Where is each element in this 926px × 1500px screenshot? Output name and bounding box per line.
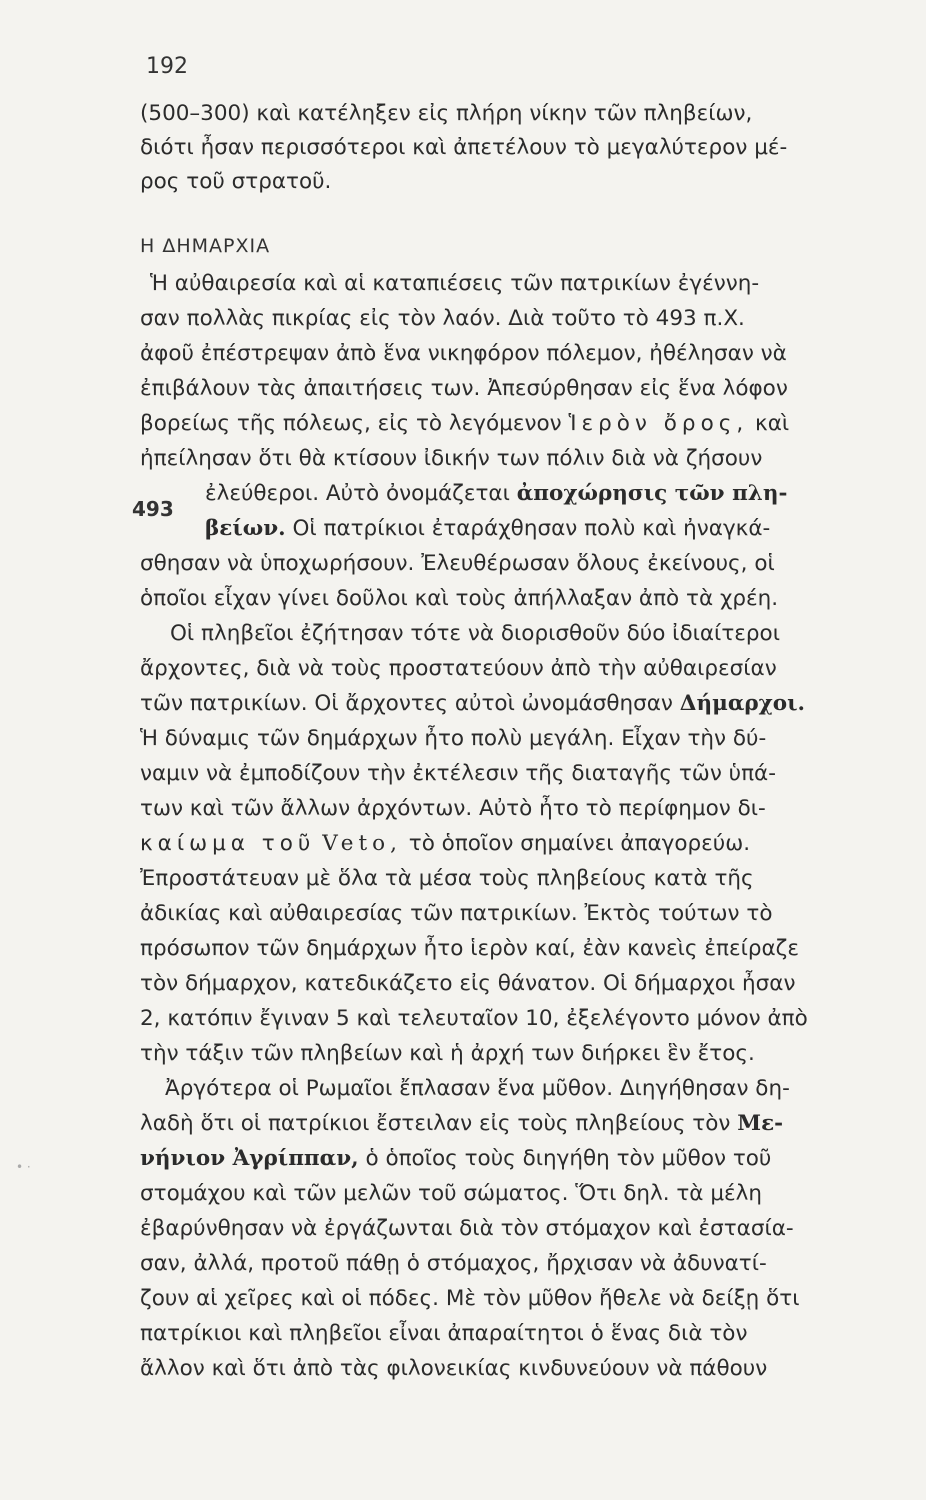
text-line: ἄλλον καὶ ὅτι ἀπὸ τὰς φιλονεικίας κινδυνεύουν νὰ πάθουν [140,1356,768,1381]
text-segment: Οἱ πατρίκιοι ἐταράχθησαν πολὺ καὶ ἠναγκά- [292,516,771,541]
text-line: ρος τοῦ στρατοῦ. [140,169,332,194]
text-line [140,1145,900,1173]
text-line: ἐβαρύνθησαν νὰ ἐργάζωνται διὰ τὸν στόμαχον καὶ ἐστασία- [140,1216,794,1241]
text-line: Ἡ αὐθαιρεσία καὶ αἱ καταπιέσεις τῶν πατρικίων ἐγέννη- [150,271,760,296]
section-heading: Η ΔΗΜΑΡΧΙΑ [140,235,271,257]
text-line: διότι ἦσαν περισσότεροι καὶ ἀπετέλουν τὸ μεγαλύτερον μέ- [140,135,788,160]
bold-term: Με- [737,1111,784,1136]
text-line: Ἡ δύναμις τῶν δημάρχων ἦτο πολὺ μεγάλη. Εἶχαν τὴν δύ- [140,726,767,751]
text-line: 2, κατόπιν ἔγιναν 5 καὶ τελευταῖον 10, ἐξελέγοντο μόνον ἀπὸ [140,1006,808,1031]
bold-term: νήνιον Ἀγρίππαν, [140,1146,359,1171]
text-line: στομάχου καὶ τῶν μελῶν τοῦ σώματος. Ὅτι δηλ. τὰ μέλη [140,1181,762,1206]
text-line: ὁποῖοι εἶχαν γίνει δοῦλοι καὶ τοὺς ἀπήλλαξαν ἀπὸ τὰ χρέη. [140,586,779,611]
spaced-term: Ἱερὸν ὄρος, [568,411,749,436]
bold-term: Δήμαρχοι. [679,691,806,716]
spaced-term: Veto, [322,831,402,856]
page-number: 192 [146,54,188,79]
text-line [205,515,905,543]
text-line [140,410,900,438]
scan-speck: • · [16,1160,31,1174]
text-line: ἠπείλησαν ὅτι θὰ κτίσουν ἰδικήν των πόλιν διὰ νὰ ζήσουν [140,446,763,471]
text-line [140,690,900,718]
text-line: τὴν τάξιν τῶν πληβείων καὶ ἡ ἀρχή των διήρκει ἓν ἔτος. [140,1041,755,1066]
text-line: Ἐπροστάτευαν μὲ ὅλα τὰ μέσα τοὺς πληβείους κατὰ τῆς [140,866,754,891]
text-segment: βορείως τῆς πόλεως, εἰς τὸ λεγόμενον [140,411,562,436]
text-line: ἄρχοντες, διὰ νὰ τοὺς προστατεύουν ἀπὸ τὴν αὐθαιρεσίαν [140,656,777,681]
text-segment: ὁ ὁποῖος τοὺς διηγήθη τὸν μῦθον τοῦ [365,1146,772,1171]
text-segment: καὶ [755,411,790,436]
text-segment: τὸ ὁποῖον σημαίνει ἀπαγορεύω. [408,831,751,856]
text-line: των καὶ τῶν ἄλλων ἀρχόντων. Αὐτὸ ἦτο τὸ περίφημον δι- [140,796,766,821]
text-segment: ἐλεύθεροι. Αὐτὸ ὀνομάζεται [205,481,510,506]
margin-year-note: 493 [132,497,174,521]
text-line: ναμιν νὰ ἐμποδίζουν τὴν ἐκτέλεσιν τῆς διαταγῆς τῶν ὑπά- [140,761,776,786]
text-line: πρόσωπον τῶν δημάρχων ἦτο ἱερὸν καί, ἐὰν κανεὶς ἐπείραζε [140,936,799,961]
bold-term: βείων. [205,516,286,541]
text-line: Ἀργότερα οἱ Ρωμαῖοι ἔπλασαν ἕνα μῦθον. Διηγήθησαν δη- [165,1076,790,1101]
text-line [140,1110,900,1138]
text-line: Οἱ πληβεῖοι ἐζήτησαν τότε νὰ διορισθοῦν δύο ἰδιαίτεροι [170,621,780,646]
text-line: ἀδικίας καὶ αὐθαιρεσίας τῶν πατρικίων. Ἐκτὸς τούτων τὸ [140,901,773,926]
text-line: σαν, ἀλλά, προτοῦ πάθῃ ὁ στόμαχος, ἤρχισαν νὰ ἀδυνατί- [140,1251,767,1276]
text-line: σαν πολλὰς πικρίας εἰς τὸν λαόν. Διὰ τοῦτο τὸ 493 π.Χ. [140,306,745,331]
text-line: τὸν δήμαρχον, κατεδικάζετο εἰς θάνατον. Οἱ δήμαρχοι ἦσαν [140,971,796,996]
text-line: ἀφοῦ ἐπέστρεψαν ἀπὸ ἕνα νικηφόρον πόλεμον, ἠθέλησαν νὰ [140,341,787,366]
text-line: ἐπιβάλουν τὰς ἀπαιτήσεις των. Ἀπεσύρθησαν εἰς ἕνα λόφον [140,376,788,401]
text-line: ζουν αἱ χεῖρες καὶ οἱ πόδες. Μὲ τὸν μῦθον ἤθελε νὰ δείξῃ ὅτι [140,1286,800,1311]
text-segment: λαδὴ ὅτι οἱ πατρίκιοι ἔστειλαν εἰς τοὺς πληβείους τὸν [140,1111,731,1136]
spaced-term: καίωμα τοῦ [140,831,316,856]
text-line [205,480,905,508]
text-line: σθησαν νὰ ὑποχωρήσουν. Ἐλευθέρωσαν ὅλους ἐκείνους, οἱ [140,551,775,576]
text-segment: τῶν πατρικίων. Οἱ ἄρχοντες αὐτοὶ ὠνομάσθησαν [140,691,673,716]
bold-term: ἀποχώρησις τῶν πλη- [516,481,788,506]
text-line [140,830,900,858]
text-line: (500–300) καὶ κατέληξεν εἰς πλήρη νίκην τῶν πληβείων, [140,101,753,126]
text-line: πατρίκιοι καὶ πληβεῖοι εἶναι ἀπαραίτητοι ὁ ἕνας διὰ τὸν [140,1321,748,1346]
